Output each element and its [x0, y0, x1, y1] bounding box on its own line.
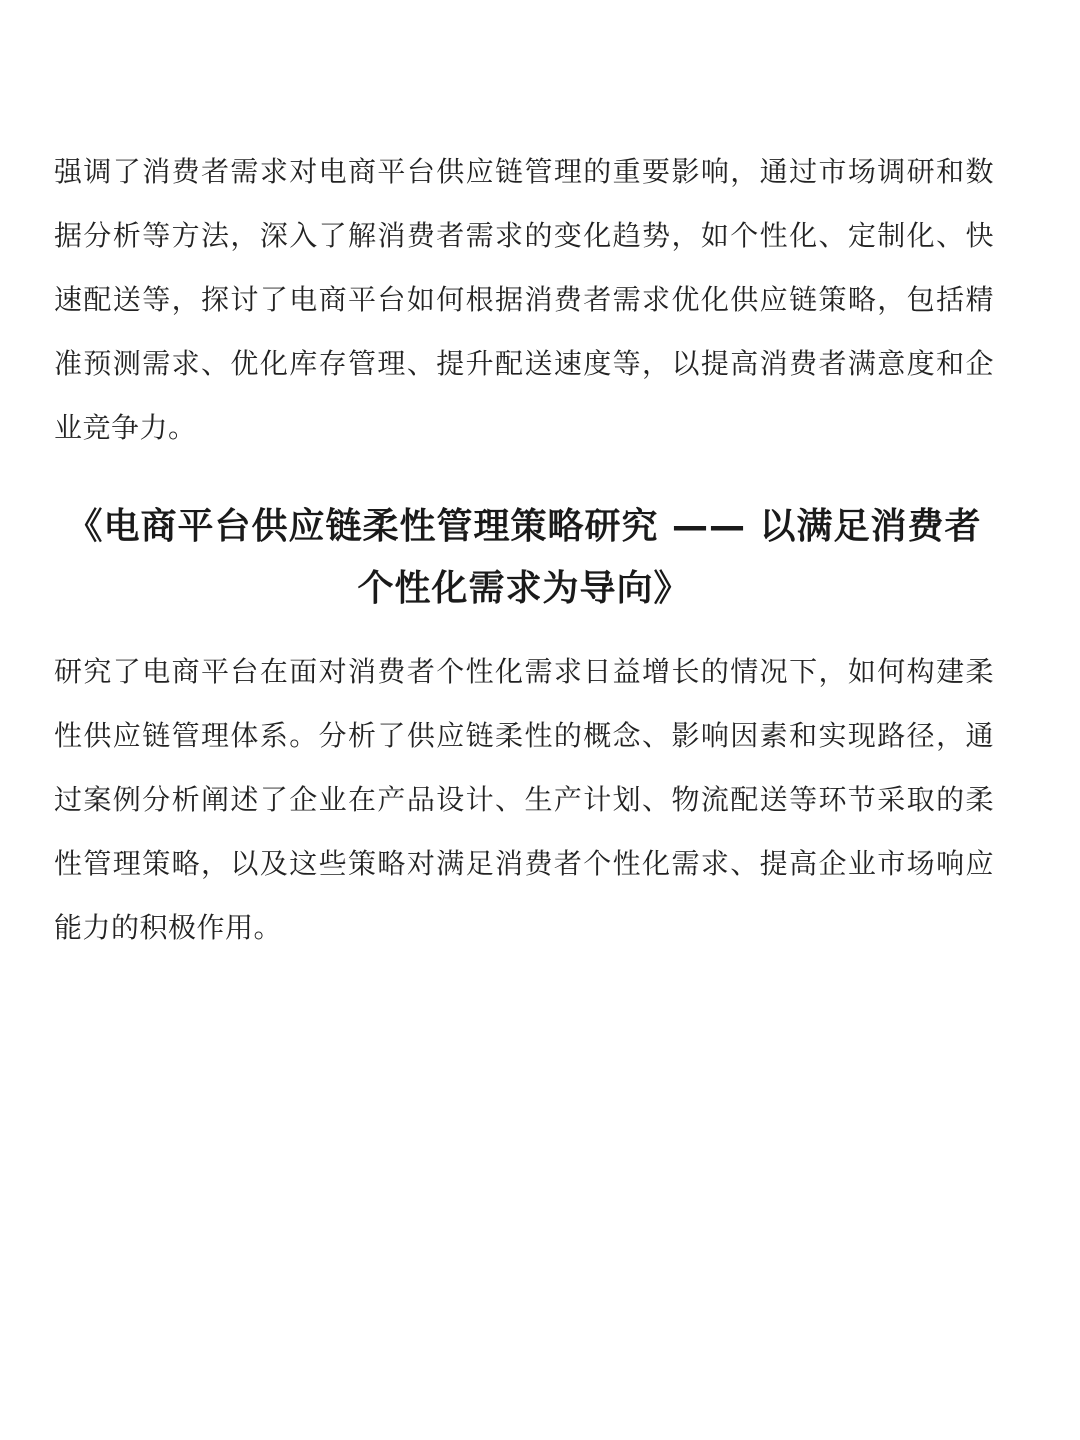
intro-paragraph: 强调了消费者需求对电商平台供应链管理的重要影响，通过市场调研和数据分析等方法，深入了解消费者需求的变化趋势，如个性化、定制化、快速配送等，探讨了电商平台如何根据消费者需求优化供应链策略，包括精准预测需求、优化库存管理、提升配送速度等，以提高消费者满意度和企业竞争力。	[54, 155, 994, 444]
section-title: 《电商平台供应链柔性管理策略研究 —— 以满足消费者个性化需求为导向》	[66, 506, 982, 609]
section-paragraph: 研究了电商平台在面对消费者个性化需求日益增长的情况下，如何构建柔性供应链管理体系。分析了供应链柔性的概念、影响因素和实现路径，通过案例分析阐述了企业在产品设计、生产计划、物流配送等环节采取的柔性管理策略，以及这些策略对满足消费者个性化需求、提高企业市场响应能力的积极作用。	[54, 655, 994, 944]
